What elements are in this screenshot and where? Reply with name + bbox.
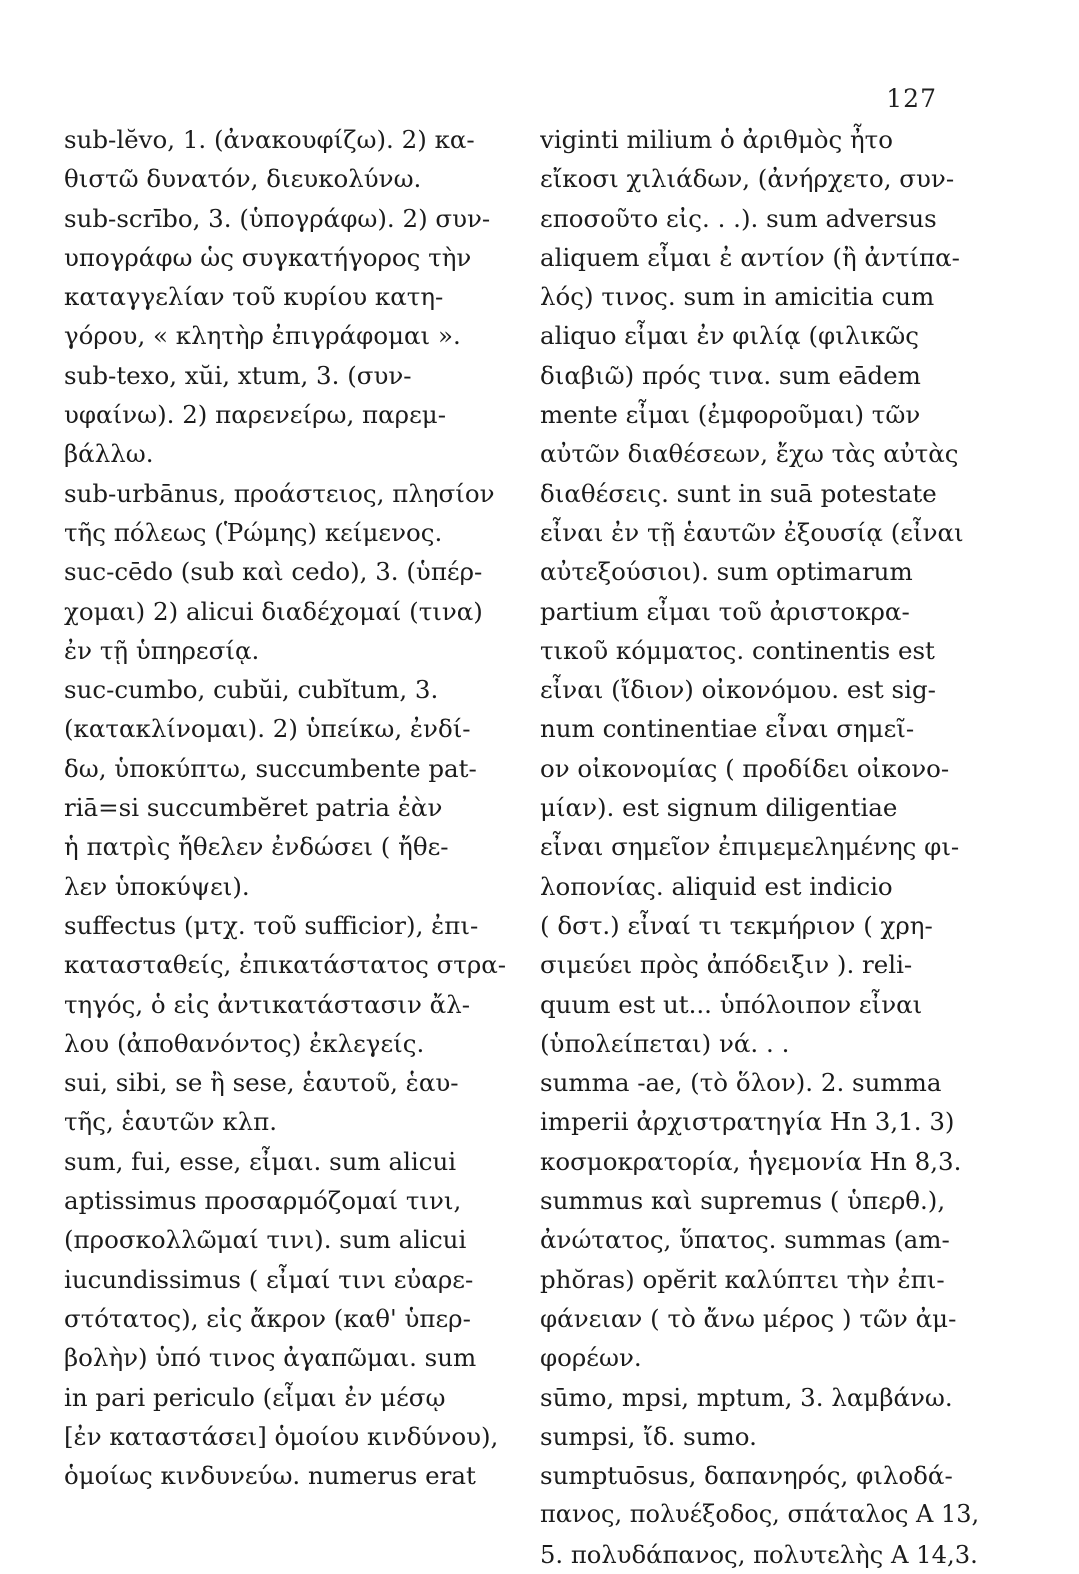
right-column-line: αὐτῶν διαθέσεων, ἔχω τὰς αὐτὰς <box>540 439 959 469</box>
right-column-line: viginti milium ὁ ἀριθμὸς ἦτο <box>540 125 893 154</box>
page-number: 127 <box>886 84 937 113</box>
right-column-line: ( δστ.) εἶναί τι τεκμήριον ( χρη- <box>540 910 933 940</box>
right-column-line: εποσοῦτο εἰς. . .). sum adversus <box>540 203 937 233</box>
left-column-line: θιστῶ δυνατόν, διευκολύνω. <box>64 164 422 194</box>
right-column-line: πανος, πολυέξοδος, σπάταλος Α 13, <box>540 1500 980 1529</box>
right-column-line: λοπονίας. aliquid est indicio <box>540 871 893 901</box>
right-column-line: αὐτεξούσιοι). sum optimarum <box>540 557 913 587</box>
left-column-line: aptissimus προσαρμόζομαί τινι, <box>64 1186 462 1216</box>
left-column-line: sub-texo, xŭi, xtum, 3. (συν- <box>64 360 412 390</box>
right-column-line: quum est ut... ὑπόλοιπον εἶναι <box>540 989 923 1019</box>
right-column-line: phŏras) opĕrit καλύπτει τὴν ἐπι- <box>540 1264 945 1294</box>
right-column-line: μίαν). est signum diligentiae <box>540 793 898 823</box>
left-column-line: suc-cēdo (sub καὶ cedo), 3. (ὑπέρ- <box>64 557 483 587</box>
right-column-line: εἴκοσι χιλιάδων, (ἀνήρχετο, συν- <box>540 164 955 194</box>
left-column-line: στότατος), εἰς ἄκρον (καθ' ὑπερ- <box>64 1303 471 1333</box>
left-column-line: ἐν τῇ ὑπηρεσίᾳ. <box>64 635 260 665</box>
right-column-line: sumpsi, ἴδ. sumo. <box>540 1421 757 1451</box>
left-column-line: βάλλω. <box>64 439 154 469</box>
left-column-line: suffectus (μτχ. τοῦ sufficior), ἐπι- <box>64 910 479 940</box>
right-column-line: λός) τινος. sum in amicitia cum <box>540 282 935 312</box>
right-column-line: partium εἶμαι τοῦ ἀριστοκρα- <box>540 596 910 626</box>
right-column-line: τικοῦ κόμματος. continentis est <box>540 635 935 665</box>
right-column-line: σιμεύει πρὸς ἀπόδειξιν ). reli- <box>540 950 913 980</box>
left-column-line: ἡ πατρὶς ἤθελεν ἐνδώσει ( ἤθε- <box>64 832 449 862</box>
left-column-line: suc-cumbo, cubŭi, cubĭtum, 3. <box>64 675 439 705</box>
left-column-line: καταγγελίαν τοῦ κυρίου κατη- <box>64 282 444 312</box>
left-column-line: τῆς πόλεως (Ῥώμης) κείμενος. <box>64 517 443 547</box>
left-column-line: sui, sibi, se ἢ sese, ἑαυτοῦ, ἑαυ- <box>64 1068 459 1098</box>
right-column-line: φορέων. <box>540 1343 642 1373</box>
right-column-line: ον οἰκονομίας ( προδίδει οἰκονο- <box>540 753 950 783</box>
left-column-line: κατασταθείς, ἐπικατάστατος στρα- <box>64 950 507 980</box>
right-column-line: aliquo εἶμαι ἐν φιλίᾳ (φιλικῶς <box>540 321 919 351</box>
right-column-line: num continentiae εἶναι σημεῖ- <box>540 714 915 744</box>
right-column-line: imperii ἀρχιστρατηγία Hn 3,1. 3) <box>540 1107 955 1137</box>
right-column-line: διαβιῶ) πρός τινα. sum eādem <box>540 360 921 390</box>
left-column-line: ὁμοίως κινδυνεύω. numerus erat <box>64 1461 476 1491</box>
left-column-line: τῆς, ἑαυτῶν κλπ. <box>64 1107 278 1137</box>
left-column-line: sub-lĕvo, 1. (ἀνακουφίζω). 2) κα- <box>64 125 475 154</box>
left-column-line: riā=si succumbĕret patria ἐὰν <box>64 793 443 823</box>
right-column-line: ἀνώτατος, ὕπατος. summas (am- <box>540 1225 950 1255</box>
left-column-line: sub-scrībo, 3. (ὑπογράφω). 2) συν- <box>64 203 491 233</box>
right-column-line: εἶναι ἐν τῇ ἑαυτῶν ἐξουσίᾳ (εἶναι <box>540 517 964 547</box>
left-column-line: sub-urbānus, προάστειος, πλησίον <box>64 478 495 508</box>
right-column-line: sumptuōsus, δαπανηρός, φιλοδά- <box>540 1461 953 1491</box>
left-column-line: iucundissimus ( εἶμαί τινι εὐαρε- <box>64 1264 474 1294</box>
left-column-line: sum, fui, esse, εἶμαι. sum alicui <box>64 1146 457 1176</box>
left-column-line: λεν ὑποκύψει). <box>64 871 250 901</box>
left-column-line: υφαίνω). 2) παρενείρω, παρεμ- <box>64 400 446 430</box>
left-column-line: βολὴν) ὑπό τινος ἀγαπῶμαι. sum <box>64 1343 477 1373</box>
left-column <box>64 120 512 1495</box>
left-column-line: λου (ἀποθανόντος) ἐκλεγείς. <box>64 1028 425 1058</box>
right-column-line: φάνειαν ( τὸ ἄνω μέρος ) τῶν ἀμ- <box>540 1303 957 1333</box>
right-column-line: 5. πολυδάπανος, πολυτελὴς Α 14,3. <box>540 1539 978 1569</box>
left-column-line: υπογράφω ὡς συγκατήγορος τὴν <box>64 242 472 272</box>
right-column <box>540 120 980 1574</box>
right-column-line: summa -ae, (τὸ ὅλον). 2. summa <box>540 1068 942 1098</box>
left-column-line: χομαι) 2) alicui διαδέχομαί (τινα) <box>64 596 483 626</box>
left-column-line: τηγός, ὁ εἰς ἀντικατάστασιν ἄλ- <box>64 989 471 1019</box>
left-column-line: (προσκολλῶμαί τινι). sum alicui <box>64 1225 467 1255</box>
right-column-line: summus καὶ supremus ( ὑπερθ.), <box>540 1186 946 1216</box>
right-column-line: κοσμοκρατορία, ἡγεμονία Hn 8,3. <box>540 1146 962 1176</box>
left-column-line: in pari periculo (εἶμαι ἐν μέσῳ <box>64 1382 446 1412</box>
right-column-line: sūmo, mpsi, mptum, 3. λαμβάνω. <box>540 1382 953 1412</box>
right-column-line: εἶναι (ἴδιον) οἰκονόμου. est sig- <box>540 675 936 705</box>
right-column-line: (ὑπολείπεται) νά. . . <box>540 1028 790 1058</box>
right-column-line: aliquem εἶμαι ἐ αντίον (ἢ ἀντίπα- <box>540 242 960 272</box>
right-column-line: εἶναι σημεῖον ἐπιμεμελημένης φι- <box>540 832 960 862</box>
left-column-line: γόρου, « κλητὴρ ἐπιγράφομαι ». <box>64 321 461 351</box>
left-column-line: [ἐν καταστάσει] ὁμοίου κινδύνου), <box>64 1421 499 1451</box>
left-column-line: (κατακλίνομαι). 2) ὑπείκω, ἐνδί- <box>64 714 471 744</box>
right-column-line: mente εἶμαι (ἐμφοροῦμαι) τῶν <box>540 400 921 430</box>
left-column-line: δω, ὑποκύπτω, succumbente pat- <box>64 753 477 783</box>
right-column-line: διαθέσεις. sunt in suā potestate <box>540 478 937 508</box>
